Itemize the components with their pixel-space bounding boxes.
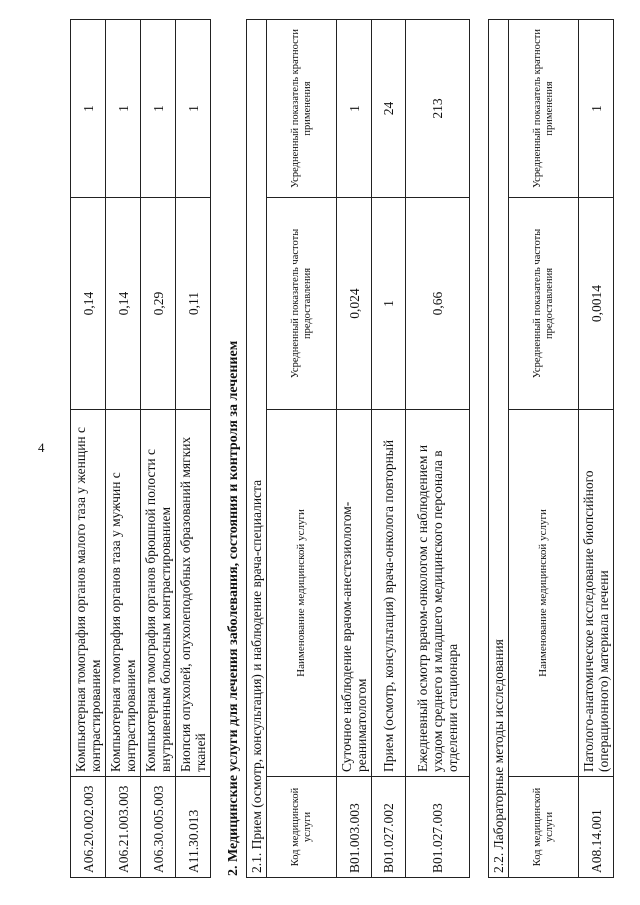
page-number: 4: [38, 440, 45, 455]
table-row: [106, 20, 141, 878]
frequency-value: 0,024: [337, 198, 372, 410]
table-row: [579, 19, 614, 877]
multiplicity-value: 1: [337, 19, 372, 197]
section-heading: 2. Медицинские услуги для лечения заболевания, состояния и контроля за лечением: [226, 340, 241, 876]
table-continuation: [70, 19, 211, 878]
header-code: Код медицинской услуги: [509, 777, 579, 878]
header-multiplicity: Усредненный показатель кратности применения: [509, 19, 579, 197]
service-name: Компьютерная томография органов малого таза у женщин с контрастированием: [71, 410, 106, 777]
multiplicity-value: 1: [579, 19, 614, 197]
table-header-row: [509, 19, 579, 877]
service-code: B01.027.003: [406, 777, 470, 878]
service-name: Прием (осмотр, консультация) врача-онколога повторный: [372, 410, 406, 777]
multiplicity-value: 24: [372, 19, 406, 197]
rotated-page-content: [56, 18, 616, 878]
subsection-title: 2.2. Лабораторные методы исследования: [489, 19, 509, 877]
frequency-value: 0,11: [176, 198, 211, 410]
table-row: [141, 20, 176, 878]
frequency-value: 0,29: [141, 198, 176, 410]
header-frequency: Усредненный показатель частоты предоставления: [509, 198, 579, 410]
service-name: Суточное наблюдение врачом-анестезиологом-реаниматологом: [337, 410, 372, 777]
subsection-title: 2.1. Прием (осмотр, консультация) и наблюдение врача-специалиста: [247, 19, 267, 877]
multiplicity-value: 1: [106, 20, 141, 198]
header-name: Наименование медицинской услуги: [267, 410, 337, 777]
service-name: Компьютерная томография органов таза у мужчин с контрастированием: [106, 410, 141, 777]
frequency-value: 1: [372, 198, 406, 410]
header-multiplicity: Усредненный показатель кратности применения: [267, 19, 337, 197]
multiplicity-value: 213: [406, 19, 470, 197]
multiplicity-value: 1: [176, 20, 211, 198]
table-header-row: [267, 19, 337, 877]
service-name: Компьютерная томография органов брюшной полости с внутривенным болюсным контрастированием: [141, 410, 176, 777]
table-row: [337, 19, 372, 877]
table-row: [372, 19, 406, 877]
header-code: Код медицинской услуги: [267, 777, 337, 878]
frequency-value: 0,0014: [579, 198, 614, 410]
frequency-value: 0,14: [71, 198, 106, 410]
frequency-value: 0,66: [406, 198, 470, 410]
multiplicity-value: 1: [71, 20, 106, 198]
service-code: A08.14.001: [579, 777, 614, 878]
service-name: Биопсия опухолей, опухолеподобных образований мягких тканей: [176, 410, 211, 777]
table-lab-methods: [488, 19, 614, 878]
table-row: [71, 20, 106, 878]
service-code: A06.20.002.003: [71, 777, 106, 878]
frequency-value: 0,14: [106, 198, 141, 410]
service-code: A06.30.005.003: [141, 777, 176, 878]
multiplicity-value: 1: [141, 20, 176, 198]
header-name: Наименование медицинской услуги: [509, 410, 579, 777]
table-row: [176, 20, 211, 878]
header-frequency: Усредненный показатель частоты предоставления: [267, 198, 337, 410]
service-code: B01.003.003: [337, 777, 372, 878]
table-row: [406, 19, 470, 877]
service-name: Патолого-анатомическое исследование биопсийного (операционного) материала печени: [579, 410, 614, 777]
service-name: Ежедневный осмотр врачом-онкологом с наблюдением и уходом среднего и младшего медицинского персонала в отделении стационара: [406, 410, 470, 777]
service-code: A06.21.003.003: [106, 777, 141, 878]
service-code: B01.027.002: [372, 777, 406, 878]
table-consultations: [246, 19, 470, 878]
service-code: A11.30.013: [176, 777, 211, 878]
